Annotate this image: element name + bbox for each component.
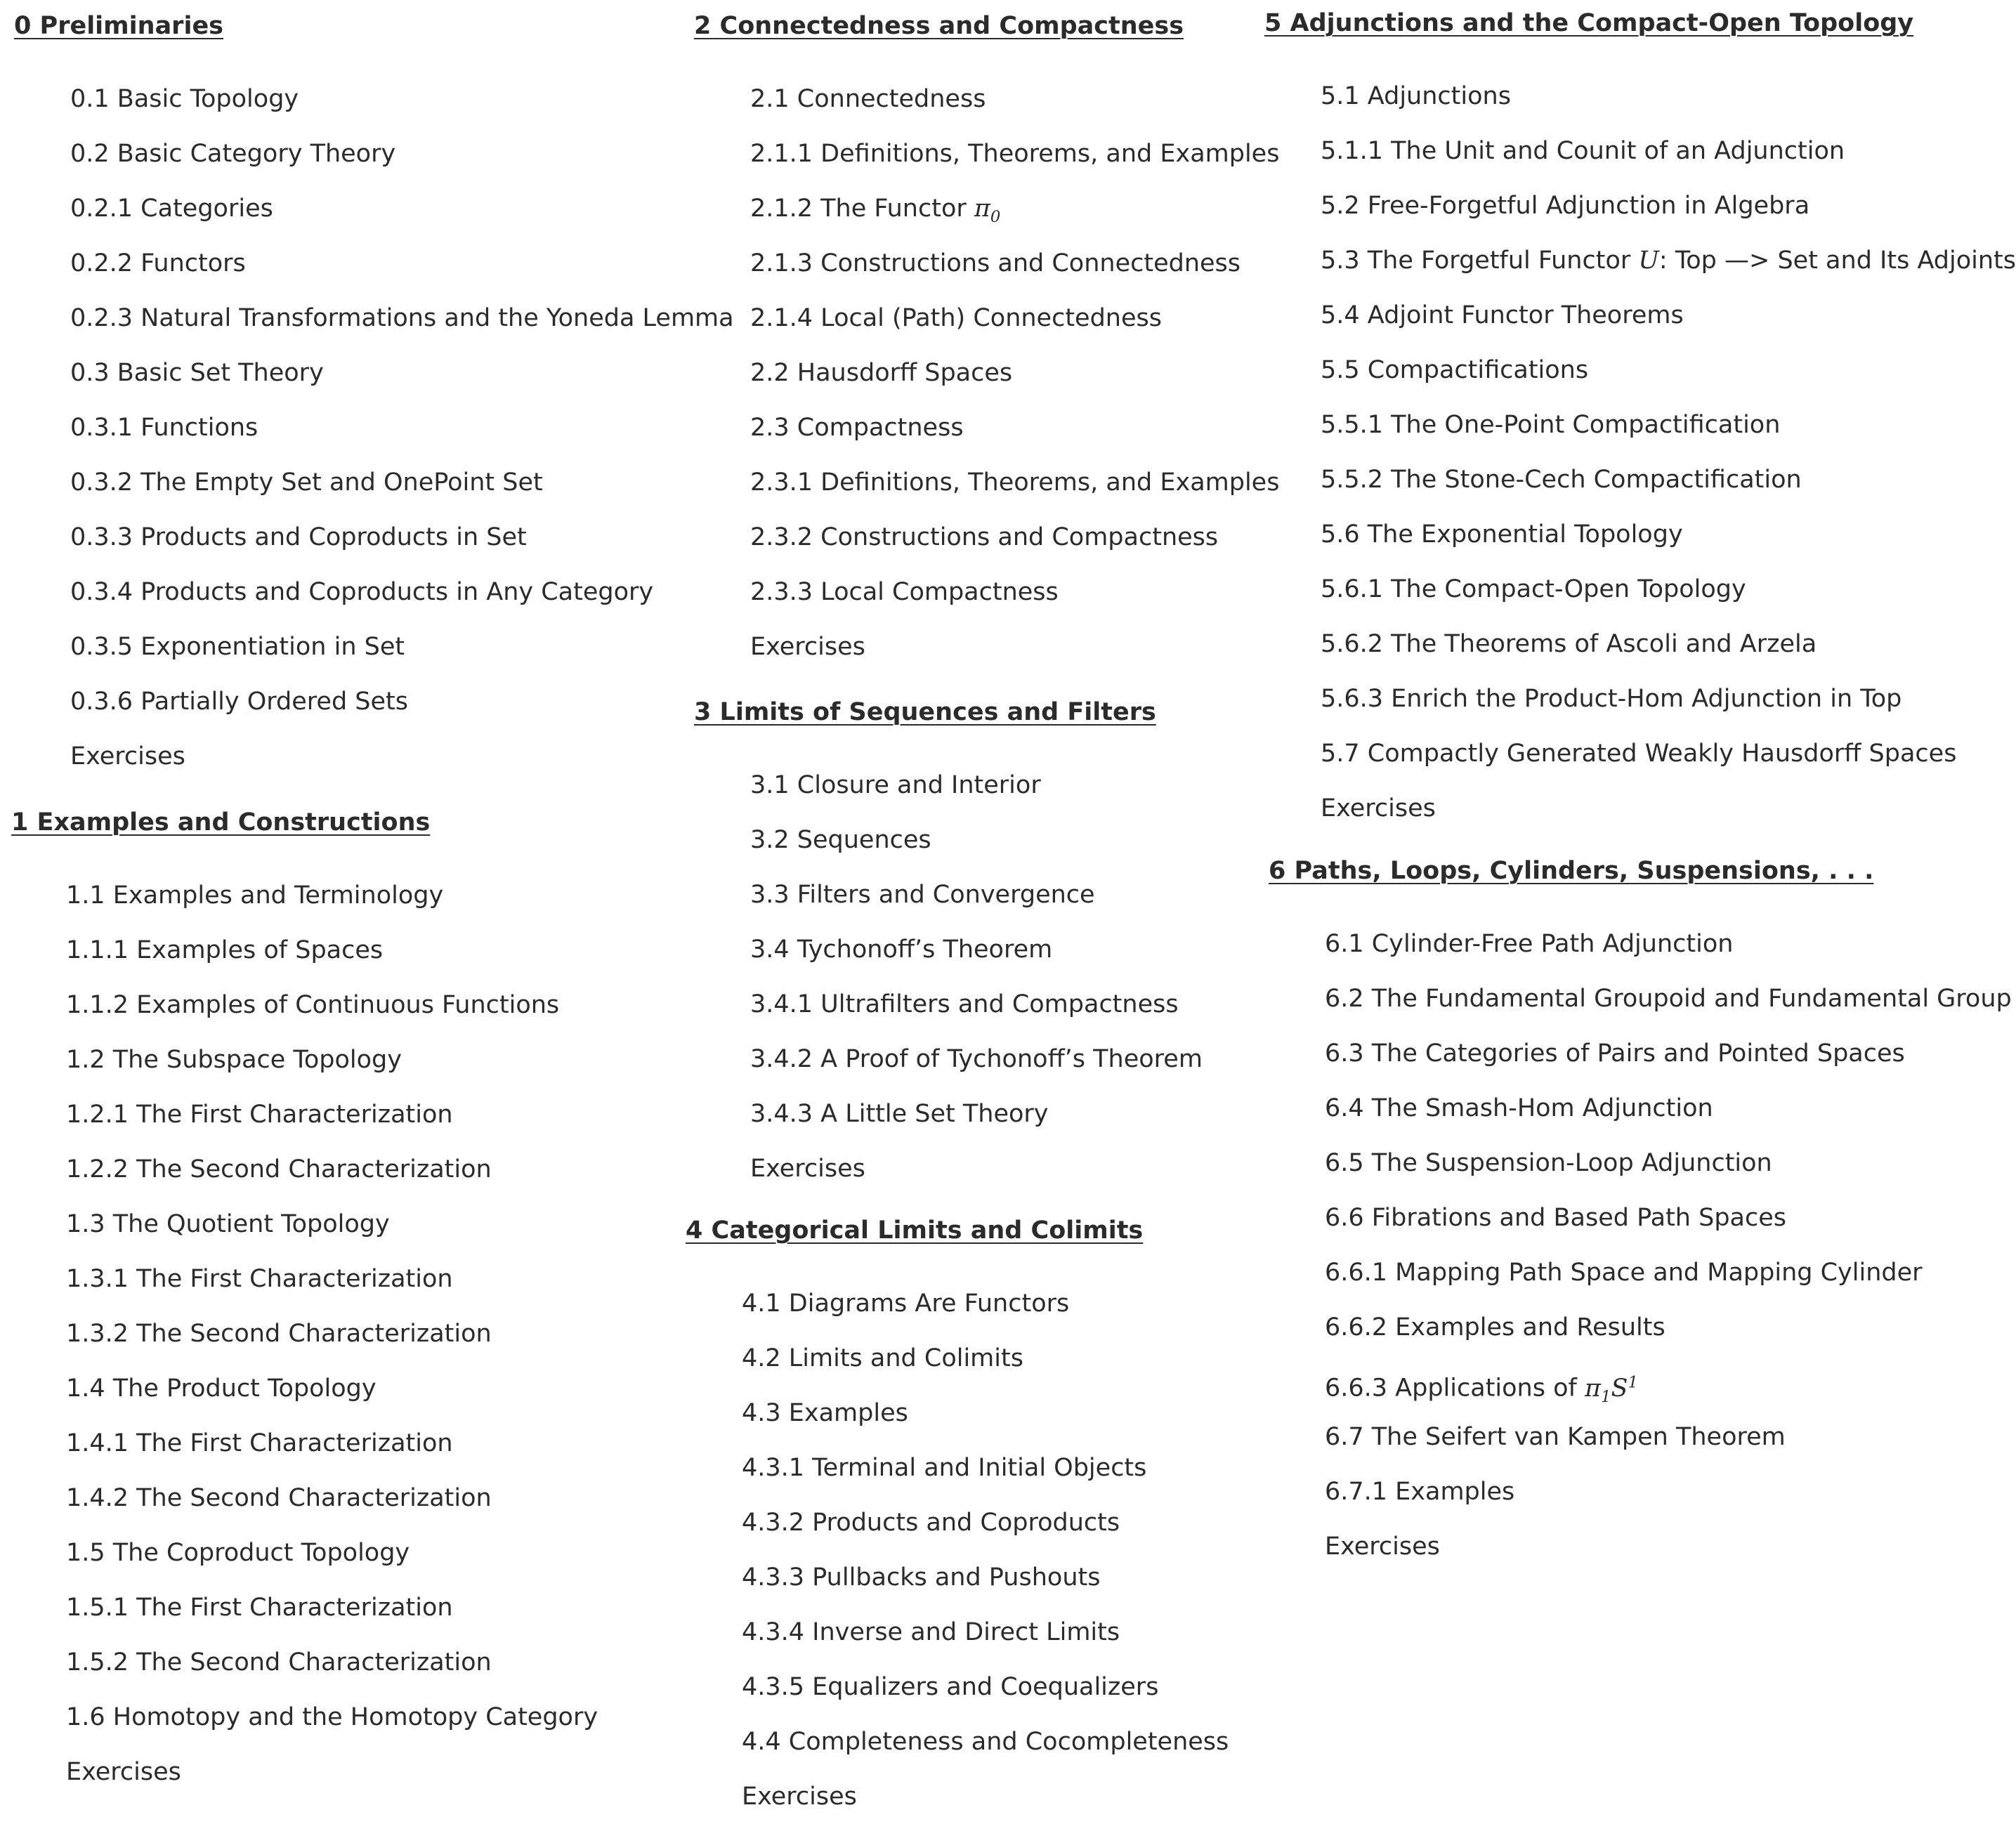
- chapter-4: [686, 1216, 1229, 1824]
- toc-item[interactable]: 5.7 Compactly Generated Weakly Hausdorff Spaces: [1321, 740, 1957, 768]
- toc-item[interactable]: 4.3.1 Terminal and Initial Objects: [742, 1454, 1147, 1482]
- toc-item[interactable]: 2.1.4 Local (Path) Connectedness: [750, 304, 1162, 332]
- toc-item[interactable]: 4.3.4 Inverse and Direct Limits: [742, 1618, 1120, 1646]
- toc-item[interactable]: 3.2 Sequences: [750, 826, 931, 854]
- chapter-items: [694, 72, 1279, 674]
- toc-item[interactable]: 6.7.1 Examples: [1325, 1478, 1515, 1506]
- chapter-items: [1269, 917, 2012, 1574]
- U-math: U: [1638, 247, 1659, 275]
- toc-item[interactable]: Exercises: [66, 1758, 181, 1786]
- toc-item[interactable]: Exercises: [750, 1155, 865, 1183]
- toc-item[interactable]: 4.1 Diagrams Are Functors: [742, 1290, 1070, 1318]
- toc-item[interactable]: 6.4 The Smash-Hom Adjunction: [1325, 1094, 1713, 1122]
- toc-item[interactable]: 1.2.1 The First Characterization: [66, 1101, 453, 1129]
- chapter-1: [11, 808, 598, 1799]
- pi1-S1-math: $\pi_1S^1$: [1584, 1373, 1638, 1406]
- toc-item[interactable]: 1.1.1 Examples of Spaces: [66, 936, 384, 964]
- chapter-items: [694, 758, 1203, 1196]
- toc-item[interactable]: 0.3.1 Functions: [70, 414, 258, 442]
- toc-item[interactable]: 6.2 The Fundamental Groupoid and Fundamental Group: [1325, 985, 2012, 1013]
- toc-item[interactable]: 5.6.1 The Compact-Open Topology: [1321, 575, 1746, 603]
- toc-item[interactable]: 5.5 Compactifications: [1321, 356, 1589, 384]
- toc-item[interactable]: Exercises: [1321, 794, 1436, 822]
- chapter-2: [694, 11, 1279, 674]
- toc-item[interactable]: 1.3.2 The Second Characterization: [66, 1320, 492, 1348]
- toc-item[interactable]: 3.4.2 A Proof of Tychonoff’s Theorem: [750, 1045, 1203, 1073]
- toc-item[interactable]: 0.2.2 Functors: [70, 249, 246, 277]
- chapter-title[interactable]: 4 Categorical Limits and Colimits: [686, 1216, 1144, 1245]
- toc-item[interactable]: 4.3.2 Products and Coproducts: [742, 1509, 1120, 1537]
- chapter-items: [1264, 69, 2016, 836]
- toc-item[interactable]: 5.1 Adjunctions: [1321, 82, 1511, 110]
- chapter-items: [14, 72, 734, 784]
- toc-item[interactable]: 4.3.3 Pullbacks and Pushouts: [742, 1563, 1101, 1592]
- toc-item[interactable]: [1325, 1355, 2012, 1410]
- toc-item[interactable]: 1.6 Homotopy and the Homotopy Category: [66, 1703, 598, 1731]
- toc-item[interactable]: Exercises: [1325, 1533, 1440, 1561]
- toc-item[interactable]: 1.3.1 The First Characterization: [66, 1265, 453, 1293]
- toc-item[interactable]: 5.6.3 Enrich the Product-Hom Adjunction in Top: [1321, 685, 1902, 713]
- chapter-title[interactable]: 5 Adjunctions and the Compact-Open Topology: [1264, 9, 1914, 37]
- toc-item[interactable]: 6.1 Cylinder-Free Path Adjunction: [1325, 930, 1734, 958]
- chapter-title[interactable]: 1 Examples and Constructions: [11, 808, 431, 836]
- toc-item[interactable]: 1.4.1 The First Characterization: [66, 1429, 453, 1457]
- toc-item[interactable]: 2.1 Connectedness: [750, 85, 986, 113]
- chapter-3: [694, 697, 1203, 1196]
- chapter-items: [686, 1276, 1229, 1824]
- toc-item[interactable]: 5.6.2 The Theorems of Ascoli and Arzela: [1321, 630, 1817, 658]
- toc-item[interactable]: 3.4.3 A Little Set Theory: [750, 1100, 1049, 1128]
- toc-item[interactable]: 1.1 Examples and Terminology: [66, 881, 444, 910]
- toc-item[interactable]: Exercises: [742, 1783, 857, 1811]
- toc-item[interactable]: 0.3.5 Exponentiation in Set: [70, 633, 405, 661]
- toc-item[interactable]: 2.3.2 Constructions and Compactness: [750, 523, 1219, 551]
- toc-item-text: 6.6.3 Applications of: [1325, 1374, 1577, 1403]
- toc-item-text: 5.3 The Forgetful Functor: [1321, 247, 1631, 275]
- toc-item[interactable]: 4.3 Examples: [742, 1399, 908, 1427]
- toc-item[interactable]: 0.3.4 Products and Coproducts in Any Category: [70, 578, 654, 606]
- toc-item[interactable]: 3.1 Closure and Interior: [750, 771, 1041, 799]
- toc-item[interactable]: 0.2.3 Natural Transformations and the Yoneda Lemma: [70, 304, 734, 332]
- chapter-5: [1264, 8, 2016, 836]
- toc-item[interactable]: 6.6 Fibrations and Based Path Spaces: [1325, 1204, 1787, 1232]
- toc-item-text: 2.1.2 The Functor: [750, 195, 967, 223]
- toc-item[interactable]: [750, 181, 1279, 236]
- toc-item[interactable]: 2.3 Compactness: [750, 414, 964, 442]
- toc-item[interactable]: 6.6.1 Mapping Path Space and Mapping Cylinder: [1325, 1259, 1923, 1287]
- toc-item[interactable]: 4.2 Limits and Colimits: [742, 1344, 1023, 1372]
- toc-item[interactable]: 4.3.5 Equalizers and Coequalizers: [742, 1673, 1159, 1701]
- toc-item[interactable]: 0.2 Basic Category Theory: [70, 140, 396, 168]
- toc-item[interactable]: 0.1 Basic Topology: [70, 85, 299, 113]
- toc-item[interactable]: 6.5 The Suspension-Loop Adjunction: [1325, 1149, 1772, 1177]
- toc-item[interactable]: Exercises: [70, 742, 185, 770]
- toc-item[interactable]: 6.7 The Seifert van Kampen Theorem: [1325, 1423, 1786, 1451]
- toc-item[interactable]: 3.3 Filters and Convergence: [750, 881, 1095, 909]
- toc-item[interactable]: 0.3 Basic Set Theory: [70, 359, 324, 387]
- toc-item[interactable]: 1.2 The Subspace Topology: [66, 1046, 402, 1074]
- toc-item[interactable]: [1321, 233, 2016, 288]
- toc-item[interactable]: 5.2 Free-Forgetful Adjunction in Algebra: [1321, 192, 1810, 220]
- toc-item[interactable]: 1.4 The Product Topology: [66, 1374, 377, 1403]
- chapter-0: [14, 11, 734, 784]
- toc-item[interactable]: 2.1.3 Constructions and Connectedness: [750, 249, 1241, 277]
- toc-item[interactable]: 6.6.2 Examples and Results: [1325, 1313, 1665, 1341]
- chapter-6: [1269, 856, 2012, 1574]
- toc-item[interactable]: 5.5.2 The Stone-Cech Compactification: [1321, 466, 1802, 494]
- chapter-title[interactable]: 0 Preliminaries: [14, 12, 224, 40]
- toc-item[interactable]: 3.4 Tychonoff’s Theorem: [750, 936, 1053, 964]
- toc-item[interactable]: 0.3.6 Partially Ordered Sets: [70, 688, 409, 716]
- pi-zero-math: $\pi_0$: [974, 195, 1001, 226]
- toc-item[interactable]: Exercises: [750, 633, 865, 661]
- toc-item[interactable]: 1.4.2 The Second Characterization: [66, 1484, 492, 1512]
- toc-item[interactable]: 5.1.1 The Unit and Counit of an Adjunction: [1321, 137, 1845, 165]
- toc-item[interactable]: 1.1.2 Examples of Continuous Functions: [66, 991, 560, 1019]
- chapter-items: [11, 868, 598, 1799]
- toc-item[interactable]: 4.4 Completeness and Cocompleteness: [742, 1728, 1229, 1756]
- toc-item[interactable]: 2.3.1 Definitions, Theorems, and Examples: [750, 468, 1280, 497]
- toc-item[interactable]: 5.6 The Exponential Topology: [1321, 520, 1683, 549]
- toc-item[interactable]: 6.3 The Categories of Pairs and Pointed Spaces: [1325, 1039, 1905, 1068]
- toc-item[interactable]: 1.5.2 The Second Characterization: [66, 1648, 492, 1677]
- toc-item[interactable]: 0.2.1 Categories: [70, 195, 273, 223]
- toc-item-text-tail: : Top —> Set and Its Adjoints: [1658, 247, 2016, 275]
- chapter-title[interactable]: 3 Limits of Sequences and Filters: [694, 698, 1156, 726]
- toc-item[interactable]: 1.3 The Quotient Topology: [66, 1210, 390, 1238]
- chapter-title[interactable]: 2 Connectedness and Compactness: [694, 12, 1184, 40]
- toc-item[interactable]: 5.4 Adjoint Functor Theorems: [1321, 301, 1684, 329]
- toc-item[interactable]: 2.1.1 Definitions, Theorems, and Examples: [750, 140, 1280, 168]
- toc-item[interactable]: 3.4.1 Ultrafilters and Compactness: [750, 990, 1179, 1018]
- toc-item[interactable]: 0.3.2 The Empty Set and OnePoint Set: [70, 468, 543, 497]
- toc-item[interactable]: 5.5.1 The One-Point Compactification: [1321, 411, 1781, 439]
- toc-item[interactable]: 1.5.1 The First Characterization: [66, 1594, 453, 1622]
- chapter-title[interactable]: 6 Paths, Loops, Cylinders, Suspensions, . . .: [1269, 857, 1874, 885]
- toc-item[interactable]: 1.2.2 The Second Characterization: [66, 1155, 492, 1183]
- toc-item[interactable]: 1.5 The Coproduct Topology: [66, 1539, 410, 1567]
- toc-item[interactable]: 0.3.3 Products and Coproducts in Set: [70, 523, 527, 551]
- toc-item[interactable]: 2.2 Hausdorff Spaces: [750, 359, 1013, 387]
- toc-item[interactable]: 2.3.3 Local Compactness: [750, 578, 1059, 606]
